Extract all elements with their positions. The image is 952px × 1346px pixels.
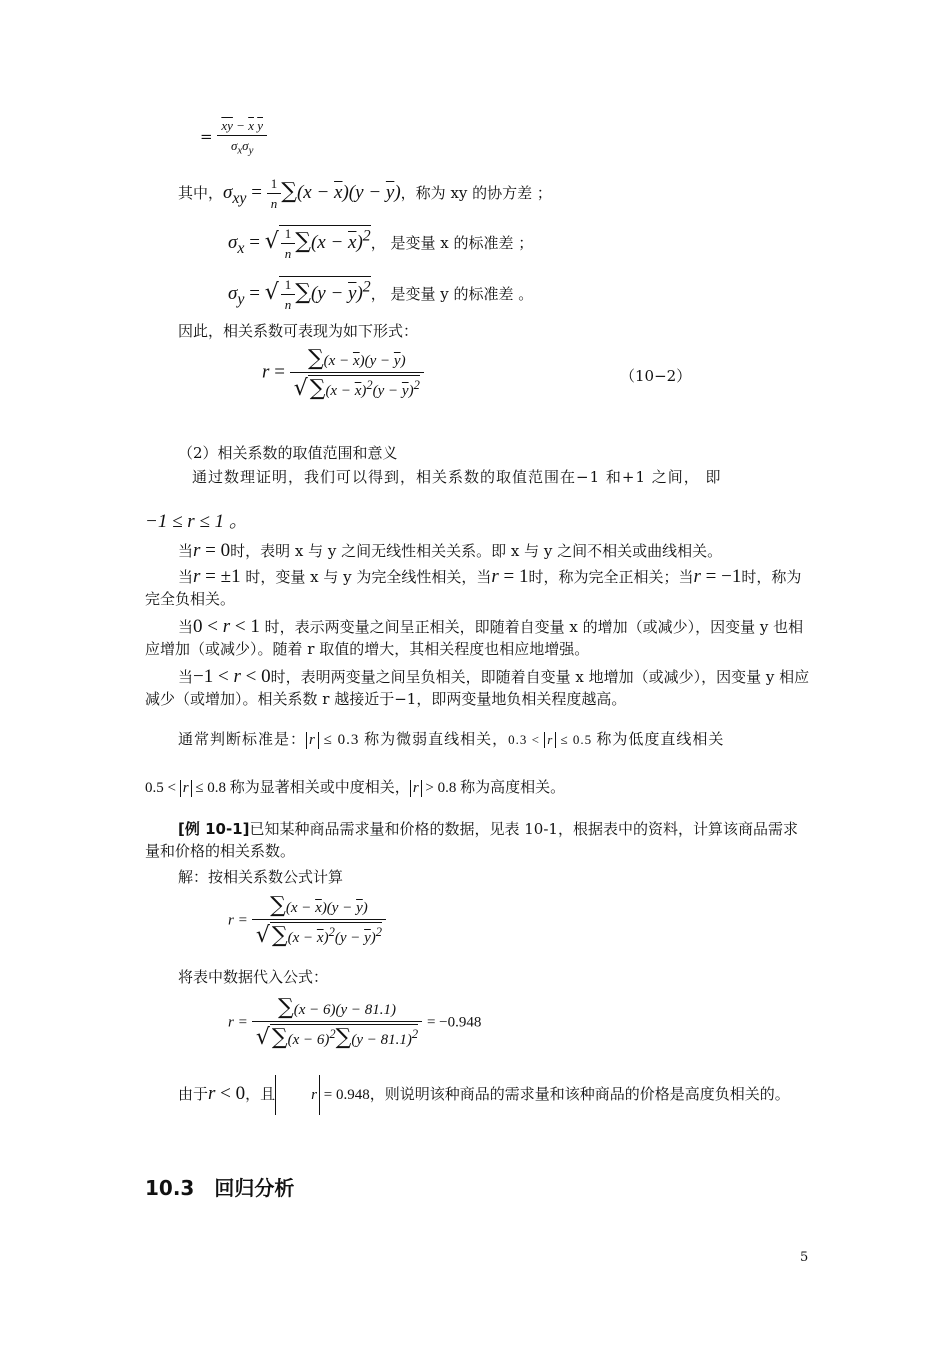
sigma-y-line: $\sigma_y$ = √ $\frac{1}{n}$ $\sum(y - \overline{y})^2$， 是变量 y 的标准差 。 <box>228 277 534 312</box>
substituted-formula: r = $\frac{\sum(x - 6)(y - 81.1)}{√\sum(x - 6)^2\sum(y - 81.1)^2}$ = −0.948 <box>228 995 482 1050</box>
case-positive: 当0 < r < 1 时，表示两变量之间呈正相关，即随着自变量 x 的增加（或减少），因变量 y 也相应增加（或减少）。随着 r 取值的增大，其相关程度也相应地增强。 <box>145 616 804 658</box>
substitute-text: 将表中数据代入公式： <box>178 968 329 986</box>
intro-formula-text: 因此，相关系数可表现为如下形式： <box>178 322 419 340</box>
formula-top: = $\frac{\overline{xy} - \overline{x} \overline{y}}{\sigma_x\sigma_y}$ <box>200 118 267 157</box>
section-heading: 10.3 回归分析 <box>145 1176 295 1200</box>
case-negative: 当−1 < r < 0时，表明两变量之间呈负相关，即随着自变量 x 地增加（或减少），因变量 y 相应减少（或增加）。相关系数 r 越接近于−1，即两变量地负相关程度越高。 <box>145 666 810 708</box>
case-pm1: 当r = ±1 时，变量 x 与 y 为完全线性相关，当r = 1时，称为完全正相关；当r = −1时，称为完全负相关。 <box>145 566 802 608</box>
criteria-line-2: 0.5 < r ≤ 0.8 称为显著相关或中度相关， r > 0.8 称为高度相关。 <box>145 778 566 796</box>
solution-text: 解：按相关系数公式计算 <box>178 868 344 886</box>
example-10-1: [例 10-1]已知某种商品需求量和价格的数据，见表 10-1，根据表中的资料，计算该商品需求量和价格的相关系数。 <box>145 820 798 860</box>
criteria-line-1: 通常判断标准是： r ≤ 0.3 称为微弱直线相关，0.3 < r ≤ 0.5 称为低度直线相关 <box>178 730 725 748</box>
covariance-line: 其中，$\sigma_{xy}$ = $\frac{1}{n}$ $\sum(x - \overline{x})(y - \overline{y})$，称为 xy 的协方差 ； <box>178 176 552 211</box>
case-zero: 当r = 0时，表明 x 与 y 之间无线性相关关系。即 x 与 y 之间不相关或曲线相关。 <box>178 540 723 561</box>
page-number: 5 <box>800 1250 809 1265</box>
correlation-formula: r = $\frac{\sum(x - \overline{x})(y - \overline{y})}{√\sum(x - \overline{x})^2(y - \overline{y})^2}$ <box>262 346 424 401</box>
conclusion: 由于r < 0，且 r = 0.948，则说明该种商品的需求量和该种商品的价格是高度负相关的。 <box>145 1074 810 1115</box>
solution-formula: r = $\frac{\sum(x - \overline{x})(y - \overline{y})}{√\sum(x - \overline{x})^2(y - \overline{y})^2}$ <box>228 893 386 948</box>
equation-number: （10−2） <box>620 367 692 385</box>
range-text: 通过数理证明，我们可以得到，相关系数的取值范围在−1 和+1 之间， 即 <box>192 468 722 486</box>
range-formula: −1 ≤ r ≤ 1 。 <box>145 511 248 532</box>
sigma-x-line: $\sigma_x$ = √ $\frac{1}{n}$ $\sum(x - \overline{x})^2$， 是变量 x 的标准差 ； <box>228 226 534 261</box>
section-2-title: （2）相关系数的取值范围和意义 <box>178 444 398 462</box>
